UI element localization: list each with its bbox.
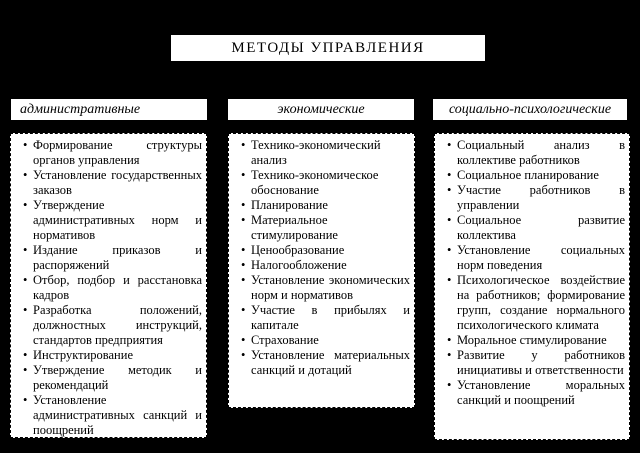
column-header-socio-psychological: социально-психологические (432, 98, 628, 121)
list-item: • Социальное развитие коллектива (437, 213, 625, 243)
list-item: • Социальный анализ в коллективе работников (437, 138, 625, 168)
list-item: • Издание приказов и распоряжений (13, 243, 202, 273)
list-item: • Отбор, подбор и расстановка кадров (13, 273, 202, 303)
bullet-list (231, 138, 410, 378)
column-header-economic: экономические (227, 98, 415, 121)
list-item: • Технико-экономическое обоснование (231, 168, 410, 198)
list-item: • Планирование (231, 198, 410, 213)
list-item: • Утверждение административных норм и нормативов (13, 198, 202, 243)
list-item: • Участие работников в управлении (437, 183, 625, 213)
list-item: • Разработка положений, должностных инструкций, стандартов предприятия (13, 303, 202, 348)
list-item: • Технико-экономический анализ (231, 138, 410, 168)
diagram-title: МЕТОДЫ УПРАВЛЕНИЯ (231, 39, 425, 56)
bullet-list (437, 138, 625, 408)
column-header-administrative: административные (10, 98, 208, 121)
list-item: • Инструктирование (13, 348, 202, 363)
list-item: • Установление экономических норм и нормативов (231, 273, 410, 303)
bullet-list (13, 138, 202, 438)
list-item: • Утверждение методик и рекомендаций (13, 363, 202, 393)
list-item: • Материальное стимулирование (231, 213, 410, 243)
list-item: • Установление материальных санкций и дотаций (231, 348, 410, 378)
method-list-administrative (10, 133, 207, 438)
list-item: • Установление административных санкций и поощрений (13, 393, 202, 438)
list-item: • Социальное планирование (437, 168, 625, 183)
list-item: • Страхование (231, 333, 410, 348)
list-item: • Участие в прибылях и капитале (231, 303, 410, 333)
list-item: • Развитие у работников инициативы и ответственности (437, 348, 625, 378)
list-item: • Ценообразование (231, 243, 410, 258)
title-box (170, 34, 486, 62)
list-item: • Формирование структуры органов управления (13, 138, 202, 168)
list-item: • Моральное стимулирование (437, 333, 625, 348)
list-item: • Установление государственных заказов (13, 168, 202, 198)
list-item: • Установление социальных норм поведения (437, 243, 625, 273)
method-list-socio-psychological (434, 133, 630, 440)
method-list-economic (228, 133, 415, 408)
list-item: • Налогообложение (231, 258, 410, 273)
list-item: • Установление моральных санкций и поощрений (437, 378, 625, 408)
list-item: • Психологическое воздействие на работников; формирование групп, создание нормального психологического климата (437, 273, 625, 333)
